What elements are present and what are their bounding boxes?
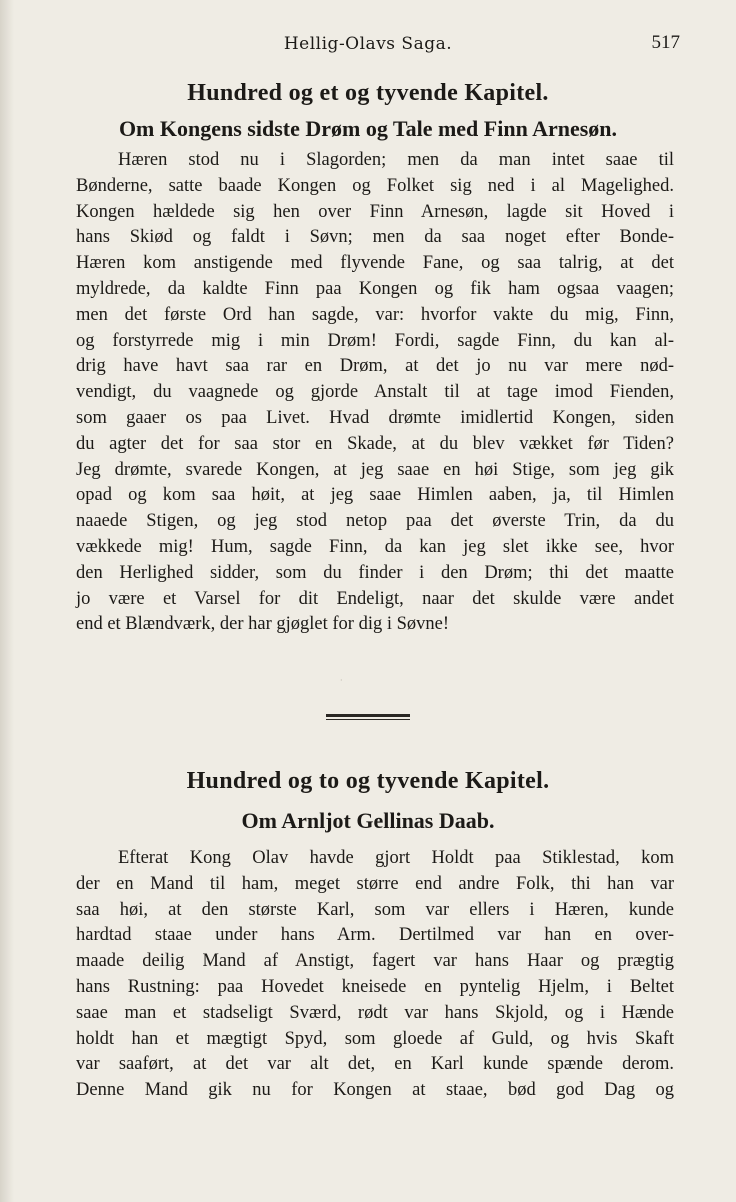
text-line: Hæren stod nu i Slagorden; men da man intet saae til [118,150,674,170]
text-line: drig have havt saa rar en Drøm, at det jo nu var mere nød- [76,356,674,377]
text-line: maade deilig Mand af Anstigt, fagert var hans Haar og prægtig [76,951,674,972]
text-line: Efterat Kong Olav havde gjort Holdt paa Stiklestad, kom [118,848,674,868]
text-line: som gaaer os paa Livet. Hvad drømte imidlertid Kongen, siden [76,407,674,428]
running-title: Hellig-Olavs Saga. [283,34,453,54]
text-line: der en Mand til ham, meget større end andre Folk, thi han var [76,873,674,894]
text-line: hardtad staae under hans Arm. Dertilmed var han en over- [76,925,674,946]
page-number: 517 [651,32,680,53]
text-line: vækkede mig! Hum, sagde Finn, da kan jeg slet ikke see, hvor [76,536,674,557]
text-line: den Herlighed sidder, som du finder i den Drøm; thi det maatte [76,562,674,583]
chapter-122-subheading: Om Arnljot Gellinas Daab. [241,808,495,833]
text-line: myldrede, da kaldte Finn paa Kongen og fik ham ogsaa vaagen; [76,278,674,299]
paper-mark: · [340,676,343,685]
text-line: du agter det for saa stor en Skade, at du blev vækket før Tiden? [76,433,674,454]
text-line: Kongen hældede sig hen over Finn Arnesøn, lagde sit Hoved i [76,201,674,222]
text-line: Hæren kom anstigende med flyvende Fane, og saa talrig, at det [76,253,674,274]
text-line: holdt han et mægtigt Spyd, som gloede af Guld, og hvis Skaft [76,1028,674,1049]
text-line: men det første Ord han sagde, var: hvorfor vakte du mig, Finn, [76,304,674,325]
text-line: end et Blændværk, der har gjøglet for dig i Søvne! [76,614,450,635]
text-line: jo være et Varsel for dit Endeligt, naar det skulde være andet [76,588,674,609]
page-gutter-shadow [0,0,14,1202]
chapter-121-body [76,148,674,638]
text-line: Denne Mand gik nu for Kongen at staae, bød god Dag og [76,1080,674,1101]
chapter-122-heading: Hundred og to og tyvende Kapitel. [186,768,550,794]
text-line: og forstyrrede mig i min Drøm! Fordi, sagde Finn, du kan al- [76,330,674,351]
chapter-121-heading: Hundred og et og tyvende Kapitel. [187,80,549,106]
chapter-divider [326,714,410,720]
text-line: saa høi, at den største Karl, som var ellers i Hæren, kunde [76,899,674,920]
text-line: Jeg drømte, svarede Kongen, at jeg saae en høi Stige, som jeg gik [76,459,674,480]
text-line: vendigt, du vaagnede og gjorde Anstalt til at tage imod Fienden, [76,382,674,403]
text-line: saae man et stadseligt Sværd, rødt var hans Skjold, og i Hænde [76,1002,674,1023]
text-line: hans Skiød og faldt i Søvn; men da saa noget efter Bonde- [76,227,674,248]
text-line: opad og kom saa høit, at jeg saae Himlen aaben, ja, til Himlen [76,485,674,506]
chapter-122-body [76,846,674,1104]
text-line: Bønderne, satte baade Kongen og Folket sig ned i al Magelighed. [76,175,674,196]
text-line: var saaført, at det var alt det, en Karl kunde spænde derom. [76,1054,674,1075]
text-line: hans Rustning: paa Hovedet kneisede en pyntelig Hjelm, i Beltet [76,976,674,997]
text-line: naaede Stigen, og jeg stod netop paa det øverste Trin, da du [76,511,674,532]
chapter-121-subheading: Om Kongens sidste Drøm og Tale med Finn Arnesøn. [118,116,618,141]
